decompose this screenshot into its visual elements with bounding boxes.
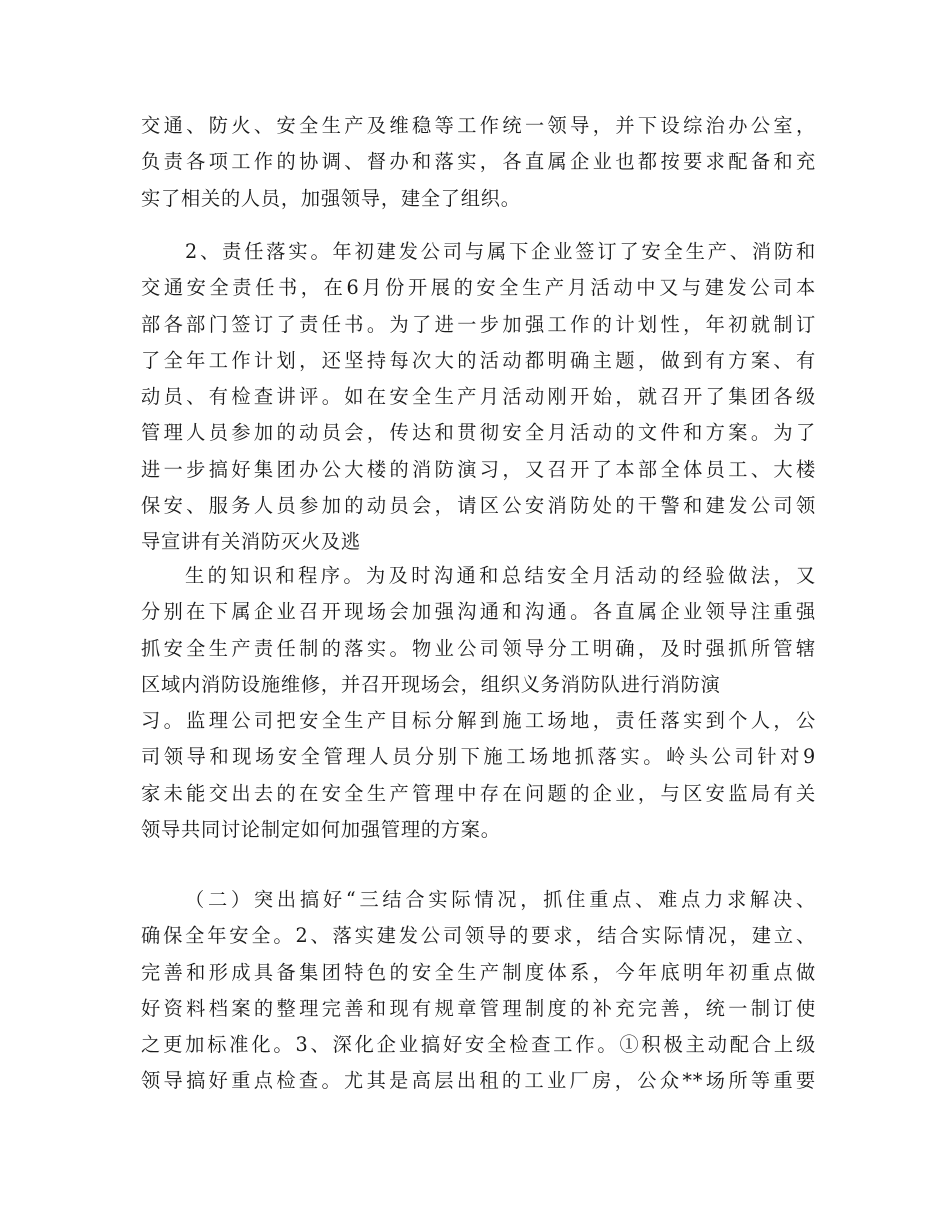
text-line: 部各部门签订了责任书。为了进一步加强工作的计划性，年初就制订 [141, 312, 816, 336]
paragraph-4 [141, 882, 816, 1100]
text-line: 领导搞好重点检查。尤其是高层出租的工业厂房，公众**场所等重要 [141, 1069, 816, 1093]
text-line: 确保全年安全。2、落实建发公司领导的要求，结合实际情况，建立、 [141, 924, 816, 948]
paragraph-3 [141, 558, 816, 848]
text-line: 交通安全责任书，在6月份开展的安全生产月活动中又与建发公司本 [141, 276, 816, 300]
paragraph-2 [141, 234, 816, 561]
text-line: 家未能交出去的在安全生产管理中存在问题的企业，与区安监局有关 [141, 781, 816, 805]
text-line: 了全年工作计划，还坚持每次大的活动都明确主题，做到有方案、有 [141, 348, 816, 372]
text-line: 司领导和现场安全管理人员分别下施工场地抓落实。岭头公司针对9 [141, 745, 816, 769]
text-line: 交通、防火、安全生产及维稳等工作统一领导，并下设综治办公室， [141, 114, 816, 137]
text-line: 好资料档案的整理完善和现有规章管理制度的补充完善，统一制订使 [141, 996, 816, 1020]
text-line: 领导共同讨论制定如何加强管理的方案。 [141, 818, 501, 842]
text-line: 区域内消防设施维修，并召开现场会，组织义务消防队进行消防演 [141, 672, 721, 696]
text-line: 2、责任落实。年初建发公司与属下企业签订了安全生产、消防和 [185, 240, 816, 263]
text-line: 负责各项工作的协调、督办和落实，各直属企业也都按要求配备和充 [141, 150, 816, 174]
text-line: 进一步搞好集团办公大楼的消防演习，又召开了本部全体员工、大楼 [141, 457, 816, 481]
text-line: 动员、有检查讲评。如在安全生产月活动刚开始，就召开了集团各级 [141, 385, 816, 409]
text-line: 分别在下属企业召开现场会加强沟通和沟通。各直属企业领导注重强 [141, 600, 816, 624]
text-line: 实了相关的人员，加强领导，建全了组织。 [141, 186, 521, 210]
paragraph-1 [141, 108, 816, 217]
text-line: 管理人员参加的动员会，传达和贯彻安全月活动的文件和方案。为了 [141, 421, 816, 445]
text-line: 之更加标准化。3、深化企业搞好安全检查工作。①积极主动配合上级 [141, 1033, 816, 1057]
text-line: 生的知识和程序。为及时沟通和总结安全月活动的经验做法，又 [185, 564, 816, 587]
text-line: （二）突出搞好“三结合实际情况，抓住重点、难点力求解决、 [185, 888, 816, 911]
text-line: 习。监理公司把安全生产目标分解到施工场地，责任落实到个人，公 [141, 709, 816, 733]
text-line: 抓安全生产责任制的落实。物业公司领导分工明确，及时强抓所管辖 [141, 636, 816, 660]
text-line: 完善和形成具备集团特色的安全生产制度体系，今年底明年初重点做 [141, 960, 816, 984]
text-line: 导宣讲有关消防灭火及逃 [141, 530, 361, 554]
text-line: 保安、服务人员参加的动员会，请区公安消防处的干警和建发公司领 [141, 494, 816, 518]
